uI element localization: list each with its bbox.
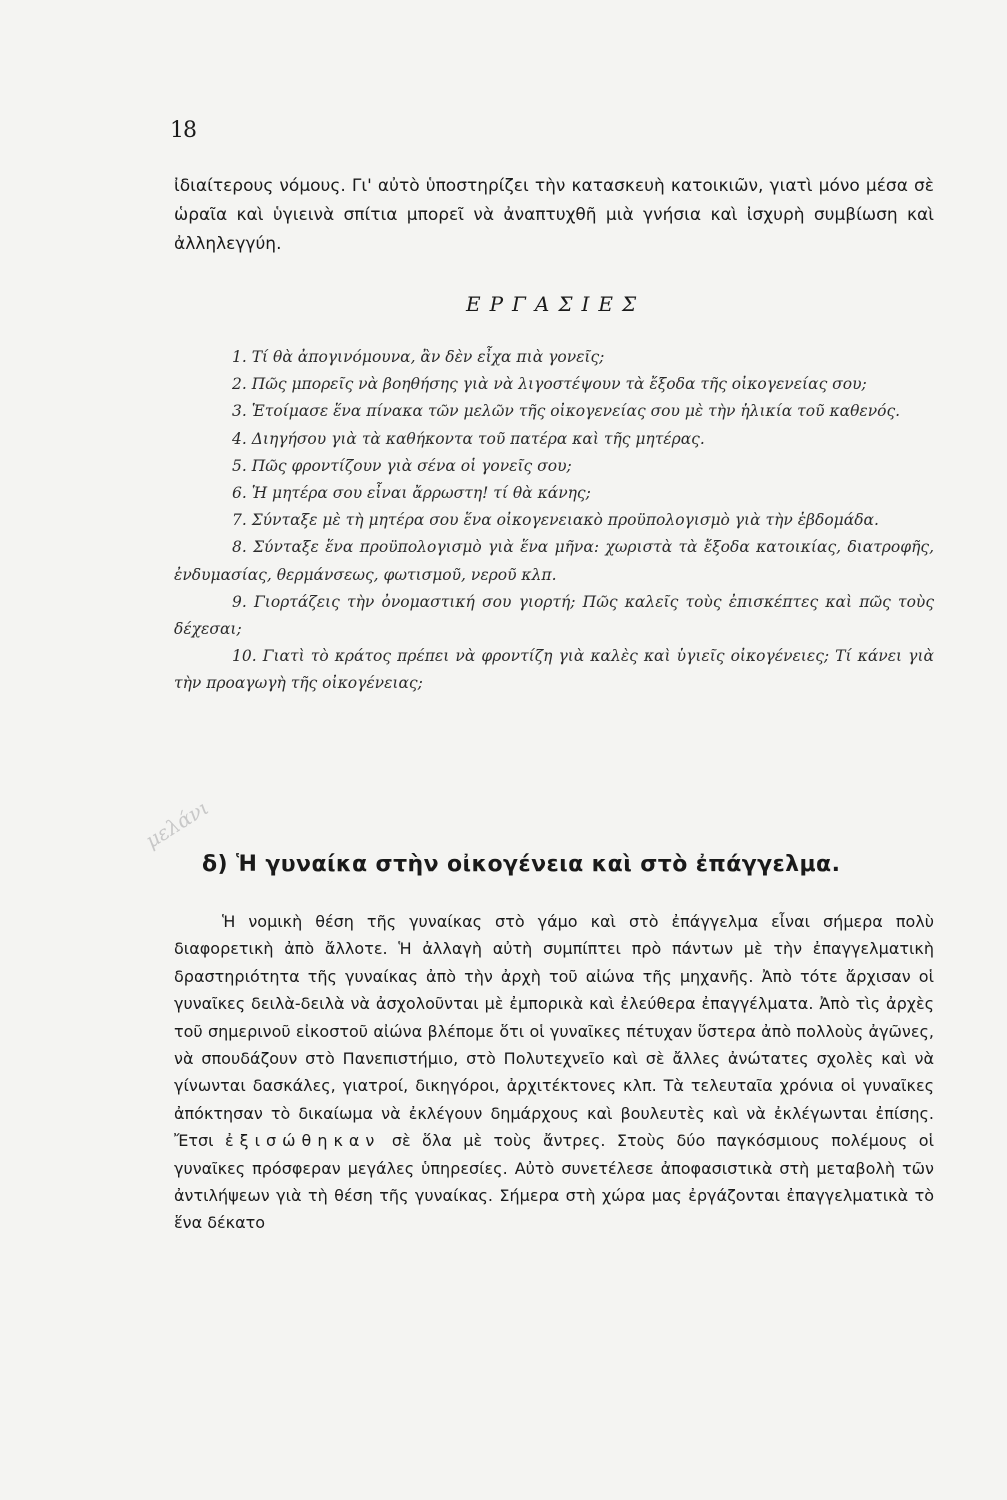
intro-paragraph-block [174, 172, 934, 259]
chapter-paragraph-text: Ἡ νομικὴ θέση τῆς γυναίκας στὸ γάμο καὶ στὸ ἐπάγγελμα εἶναι σήμερα πολὺ διαφορετικὴ ἀπὸ ἄλλοτε. Ἡ ἀλλαγὴ αὐτὴ συμπίπτει πρὸ πάντων μὲ τὴν ἐπαγγελματικὴ δραστηριότητα τῆς γυναίκας ἀπὸ τὴν ἀρχὴ τοῦ αἰώνα τῆς μηχανῆς. Ἀπὸ τότε ἄρχισαν οἱ γυναῖκες δειλὰ-δειλὰ νὰ ἀσχολοῦνται μὲ ἐμπορικὰ καὶ ἐλεύθερα ἐπαγγέλματα. Ἀπὸ τὶς ἀρχὲς τοῦ σημερινοῦ εἰκοστοῦ αἰώνα βλέπομε ὅτι οἱ γυναῖκες πέτυχαν ὕστερα ἀπὸ πολλοὺς ἀγῶνες, νὰ σπουδάζουν στὸ Πανεπιστήμιο, στὸ Πολυτεχνεῖο καὶ σὲ ἄλλες ἀνώτατες σχολὲς καὶ νὰ γίνωνται δασκάλες, γιατροί, δικηγόροι, ἀρχιτέκτονες κλπ. Τὰ τελευταῖα χρόνια οἱ γυναῖκες ἀπόκτησαν τὸ δικαίωμα νὰ ἐκλέγουν δημάρχους καὶ βουλευτὲς καὶ νὰ ἐκλέγωνται ἐπίσης. Ἔτσι [174, 912, 934, 1151]
page-number: 18 [170, 118, 196, 143]
chapter-body [174, 908, 934, 1237]
chapter-paragraph-text-continued: σὲ ὅλα μὲ τοὺς ἄντρες. Στοὺς δύο παγκόσμιους πολέμους οἱ γυναῖκες πρόσφεραν μεγάλες ὑπηρεσίες. Αὐτὸ συνετέλεσε ἀποφασιστικὰ στὴ μεταβολὴ τῶν ἀντιλήψεων γιὰ τὴ θέση τῆς γυναίκας. Σήμερα στὴ χώρα μας ἐργάζονται ἐπαγγελματικὰ τὸ ἕνα δέκατο [174, 1131, 934, 1233]
intro-paragraph: ἰδιαίτερους νόμους. Γι' αὐτὸ ὑποστηρίζει τὴν κατασκευὴ κατοικιῶν, γιατὶ μόνο μέσα σὲ ὡραῖα καὶ ὑγιεινὰ σπίτια μπορεῖ νὰ ἀναπτυχθῆ μιὰ γνήσια καὶ ἰσχυρὴ συμβίωση καὶ ἀλληλεγγύη. [174, 176, 934, 254]
exercise-item: 4. Διηγήσου γιὰ τὰ καθήκοντα τοῦ πατέρα καὶ τῆς μητέρας. [232, 429, 705, 448]
exercise-item: 5. Πῶς φροντίζουν γιὰ σένα οἱ γονεῖς σου; [232, 456, 572, 475]
exercise-item: 3. Ἑτοίμασε ἕνα πίνακα τῶν μελῶν τῆς οἰκογενείας σου μὲ τὴν ἡλικία τοῦ καθενός. [232, 402, 901, 421]
exercise-item: 9. Γιορτάζεις τὴν ὀνομαστική σου γιορτή; Πῶς καλεῖς τοὺς ἐπισκέπτες καὶ πῶς τοὺς δέχεσαι; [174, 592, 934, 639]
exercises-list [174, 344, 934, 698]
pencil-annotation: μελάνι [140, 795, 213, 853]
chapter-heading: δ) Ἡ γυναίκα στὴν οἰκογένεια καὶ στὸ ἐπάγγελμα. [202, 852, 841, 877]
exercises-heading: ΕΡΓΑΣΙΕΣ [466, 292, 646, 316]
exercise-item: 10. Γιατὶ τὸ κράτος πρέπει νὰ φροντίζη γιὰ καλὲς καὶ ὑγιεῖς οἰκογένειες; Τί κάνει γιὰ τὴν προαγωγὴ τῆς οἰκογένειας; [174, 647, 934, 693]
exercise-item: 1. Τί θὰ ἀπογινόμουνα, ἂν δὲν εἶχα πιὰ γονεῖς; [232, 348, 605, 366]
exercise-item: 7. Σύνταξε μὲ τὴ μητέρα σου ἕνα οἰκογενειακὸ προϋπολογισμὸ γιὰ τὴν ἑβδομάδα. [232, 511, 879, 530]
exercise-item: 2. Πῶς μπορεῖς νὰ βοηθήσης γιὰ νὰ λιγοστέψουν τὰ ἔξοδα τῆς οἰκογενείας σου; [232, 375, 867, 394]
exercise-item: 8. Σύνταξε ἕνα προϋπολογισμὸ γιὰ ἕνα μῆνα: χωριστὰ τὰ ἔξοδα κατοικίας, διατροφῆς, ἐνδυμασίας, θερμάνσεως, φωτισμοῦ, νεροῦ κλπ. [174, 538, 934, 584]
chapter-paragraph [174, 908, 934, 1237]
emphasized-word: ἐξισώθηκαν [225, 1131, 381, 1151]
exercise-item: 6. Ἡ μητέρα σου εἶναι ἄρρωστη! τί θὰ κάνης; [232, 484, 591, 503]
